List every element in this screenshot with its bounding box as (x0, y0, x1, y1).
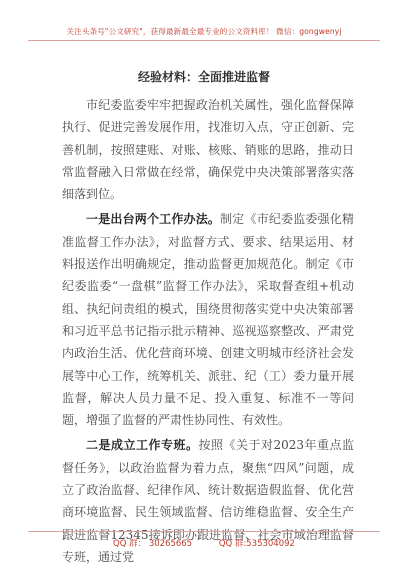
document-body (62, 94, 354, 571)
paragraph-text: 按照《关于对2023年重点监督任务》，以政治监督为着力点，聚焦“四风”问题，成立了政治监督、纪律作风、统计数据造假监督、优化营商环境监督、民生领域监督、信访维稳监督、安全生产跟进监督12345接诉即办跟进监督、社会市域治理监督专班，通过党 (62, 438, 354, 564)
header-divider (28, 40, 380, 41)
footer-contact (0, 537, 408, 549)
paragraph-text: 制定《市纪委监委强化精准监督工作办法》，对监督方式、要求、结果运用、材料报送作出明确规定，推动监督更加规范化。制定《市纪委监委“一盘棋”监督工作办法》，采取督查组+机动组、执纪问责组的模式，围绕贯彻落实党中央决策部署和习近平总书记指示批示精神、巡视巡察整改、严肃党内政治生活、优化营商环境、创建文明城市经济社会发展等中心工作，统筹机关、派驻、纪（工）委力量开展监督，解决人员力量不足、投入重复、标准不一等问题，增强了监督的严肃性协同性、有效性。 (62, 212, 354, 428)
paragraph-lead: 一是出台两个工作办法。 (86, 212, 221, 227)
paragraph-text: 市纪委监委牢牢把握政治机关属性，强化监督保障执行、促进完善发展作用，找准切入点，守正创新、完善机制，按照建账、对账、核账、销账的思路，推动日常监督融入日常做在经常，确保党中央决策部署落实落细落到位。 (62, 98, 354, 202)
paragraph-point-one (62, 208, 354, 431)
footer-qq-group-1: QQ 群： 30265665 (113, 539, 193, 549)
document-title: 经验材料：全面推进监督 (137, 70, 270, 84)
paragraph-intro (62, 94, 354, 205)
footer-divider (28, 531, 380, 532)
header-promo-note: 关注头条号"公文研究"，获得最新最全最专业的公文资料库！ 微信：gongwenyj (66, 27, 342, 36)
footer-qq-group-2: QQ 群:535304092 (218, 539, 295, 549)
paragraph-lead: 二是成立工作专班。 (86, 438, 199, 453)
